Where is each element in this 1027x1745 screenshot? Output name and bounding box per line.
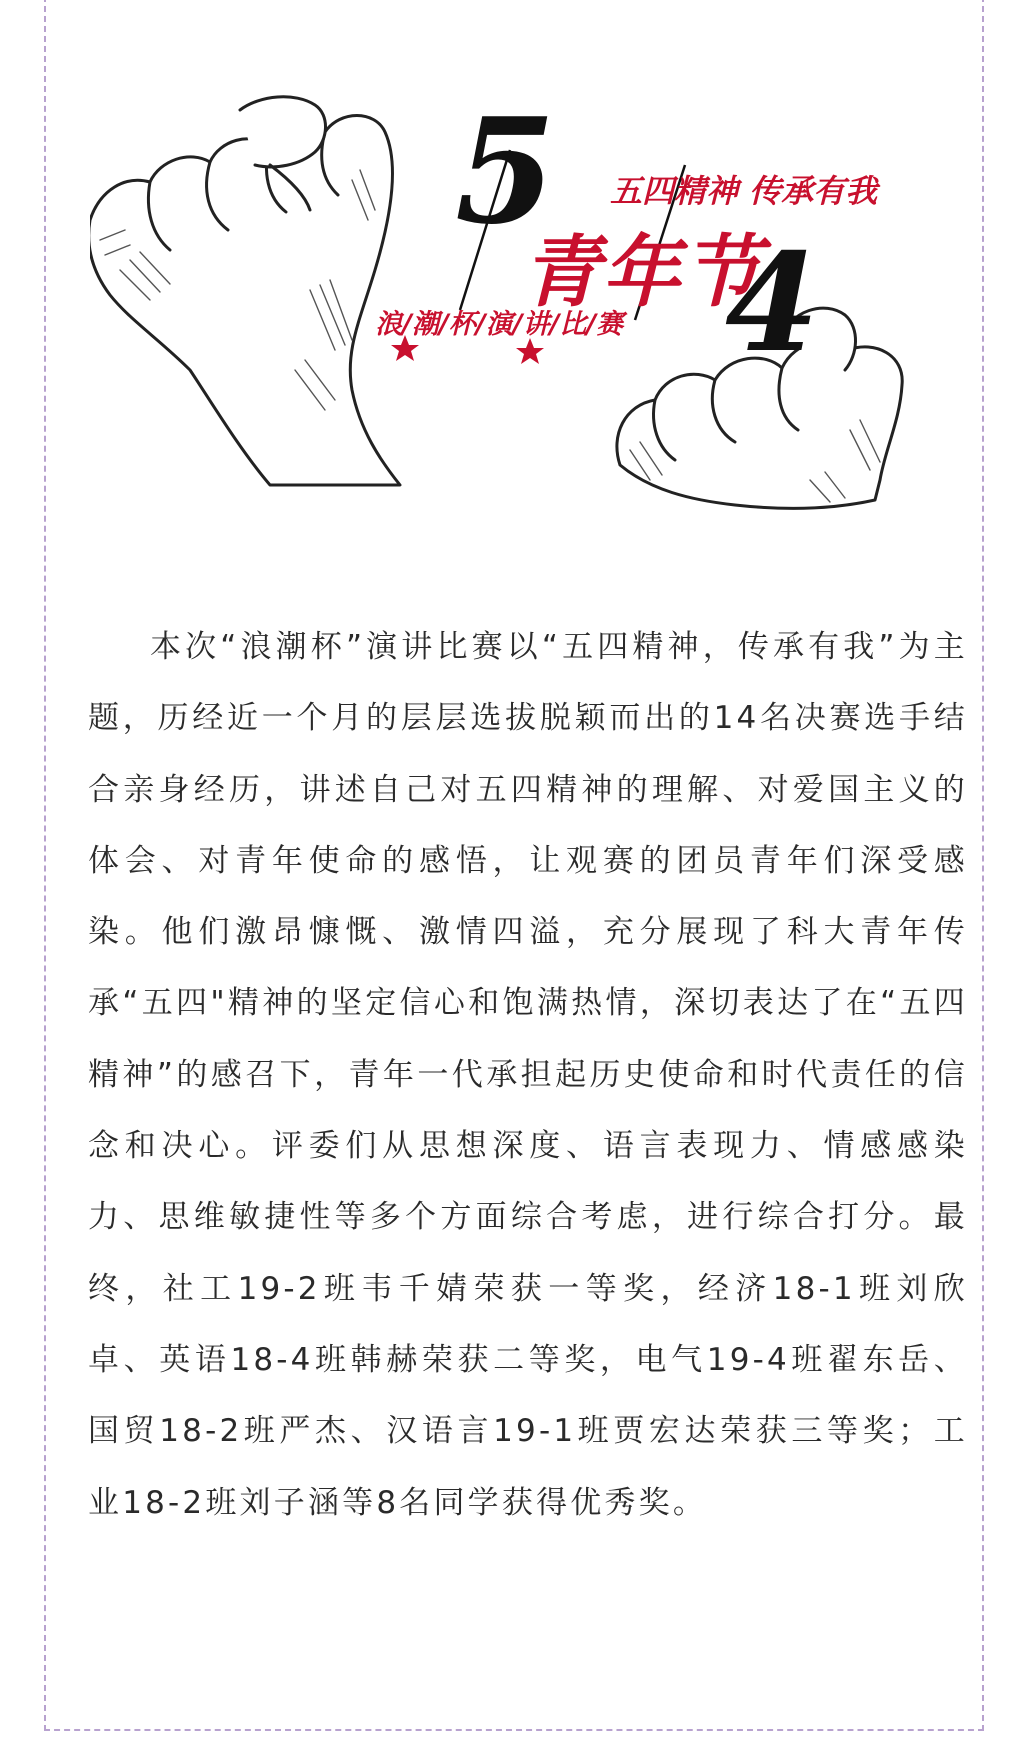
banner-number-four: 4 bbox=[725, 223, 819, 382]
banner-youth-day-title: 青年节 bbox=[522, 228, 763, 318]
left-fist-icon bbox=[90, 97, 400, 485]
banner-slogan: 五四精神 传承有我 bbox=[610, 172, 878, 210]
banner-number-five: 5 bbox=[455, 87, 556, 257]
banner-contest-name: 浪/潮/杯/演/讲/比/赛 bbox=[375, 309, 624, 340]
article-paragraph: 本次“浪潮杯”演讲比赛以“五四精神，传承有我”为主题，历经近一个月的层层选拔脱颖而出的14名决赛选手结合亲身经历，讲述自己对五四精神的理解、对爱国主义的体会、对青年使命的感悟，让观赛的团员青年们深受感染。他们激昂慷慨、激情四溢，充分展现了科大青年传承“五四"精神的坚定信心和饱满热情，深切表达了在“五四精神”的感召下，青年一代承担起历史使命和时代责任的信念和决心。评委们从思想深度、语言表现力、情感感染力、思维敏捷性等多个方面综合考虑，进行综合打分。最终，社工19-2班韦千婧荣获一等奖，经济18-1班刘欣卓、英语18-4班韩赫荣获二等奖，电气19-4班翟东岳、国贸18-2班严杰、汉语言19-1班贾宏达荣获三等奖；工业18-2班刘子涵等8名同学获得优秀奖。 bbox=[88, 629, 968, 1521]
youth-day-banner bbox=[90, 70, 970, 540]
